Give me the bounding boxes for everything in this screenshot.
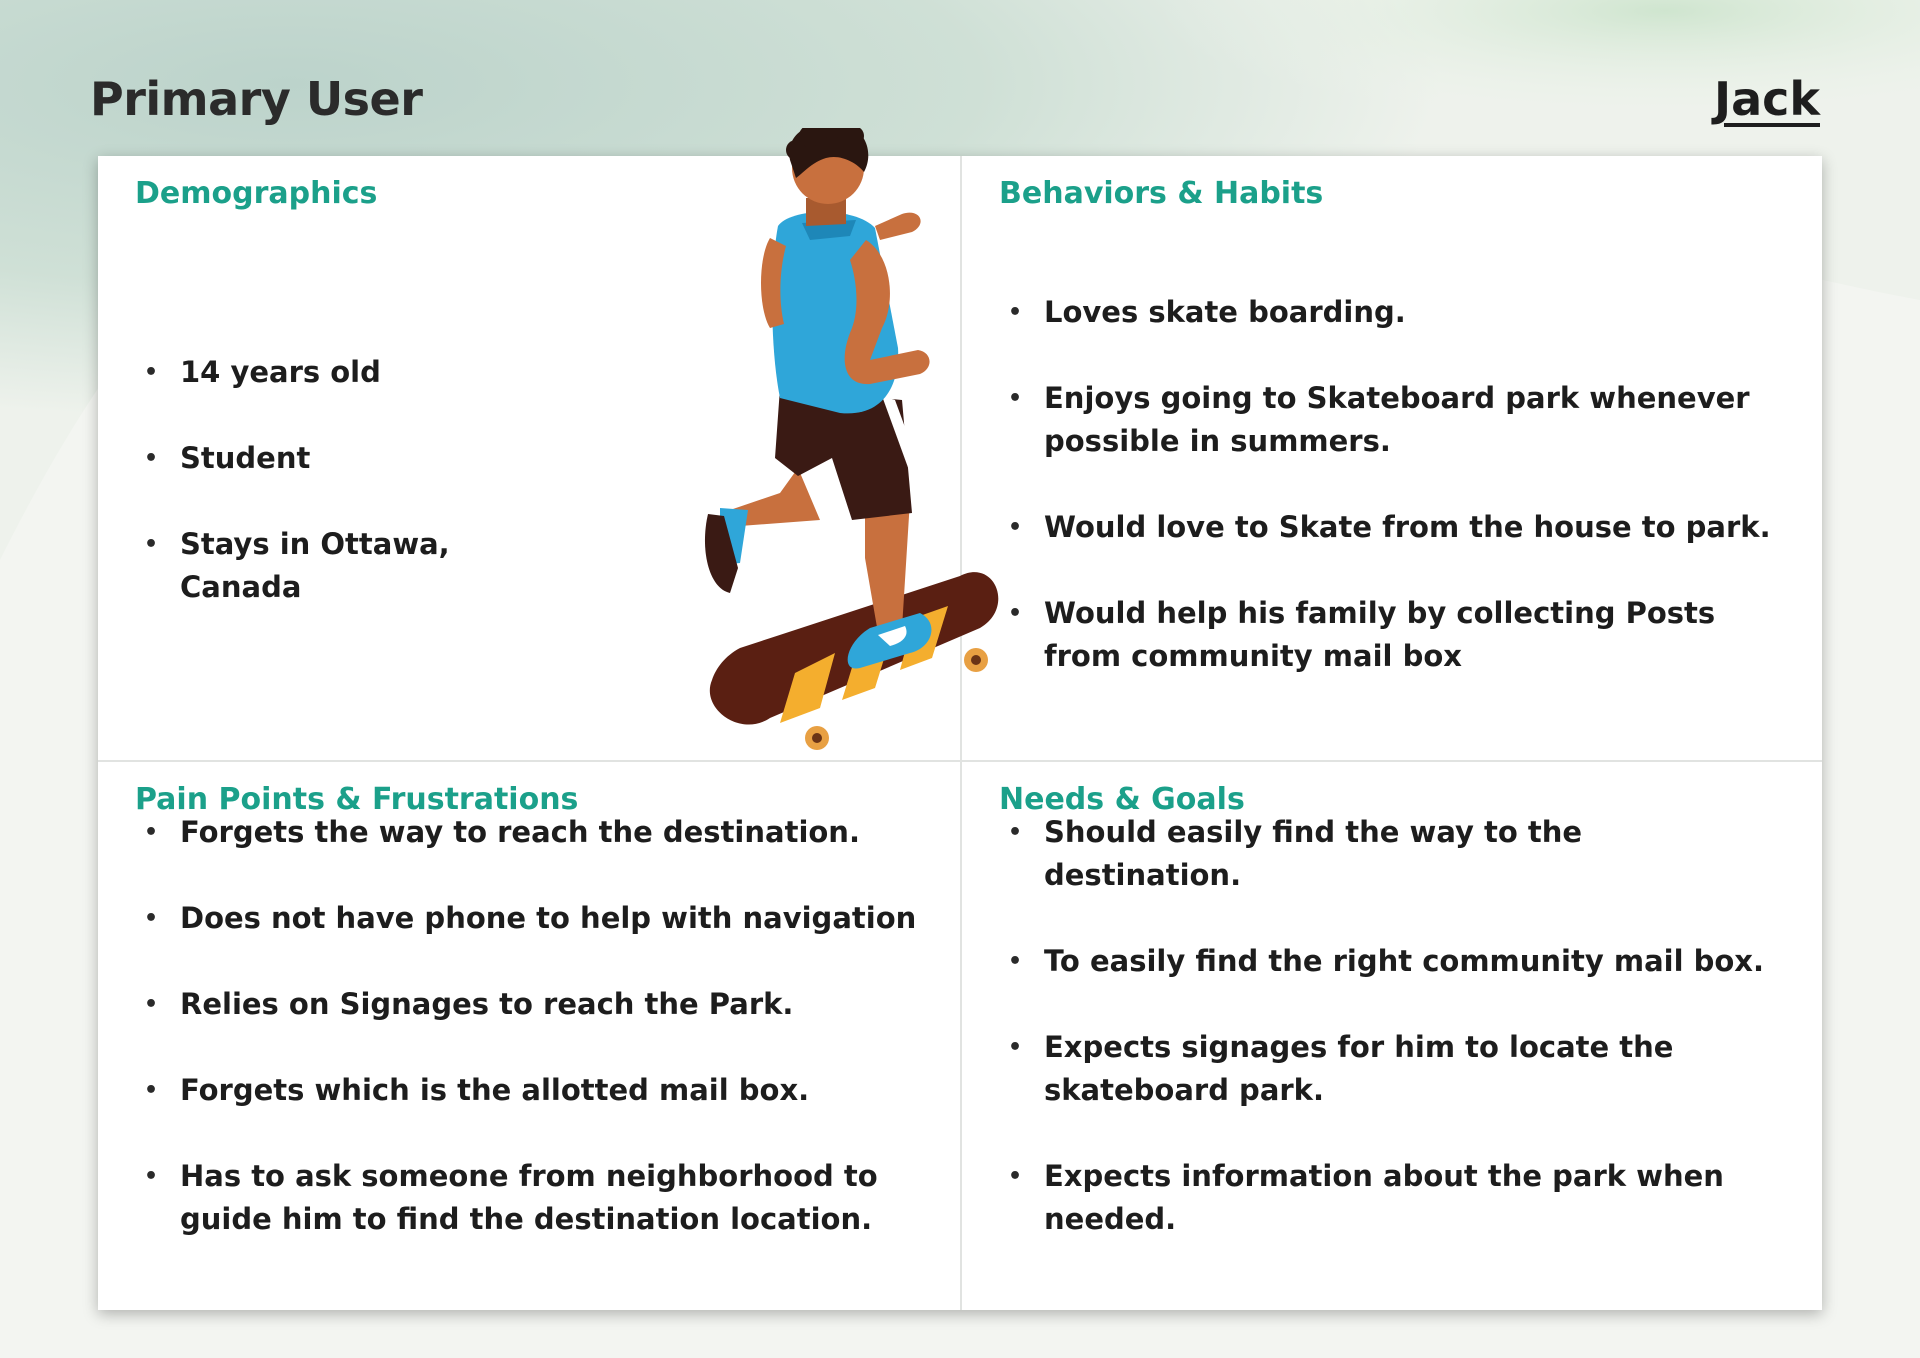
list-item: • Loves skate boarding. [1008,291,1788,334]
demographics-list [144,351,504,652]
list-item: • Would help his family by collecting Posts from community mail box [1008,592,1788,678]
bullet-icon: • [144,992,159,1017]
bullet-icon: • [144,532,159,557]
bullet-icon: • [144,906,159,931]
pain-points-heading: Pain Points & Frustrations [135,782,579,817]
bullet-icon: • [1008,1164,1023,1189]
list-item: • Has to ask someone from neighborhood to guide him to find the destination location. [144,1155,944,1241]
bullet-icon: • [1008,515,1023,540]
list-item: • Relies on Signages to reach the Park. [144,983,944,1026]
list-item: • Enjoys going to Skateboard park whenever possible in summers. [1008,377,1788,463]
bullet-icon: • [1008,386,1023,411]
bullet-icon: • [144,446,159,471]
page-title: Primary User [90,72,423,126]
list-item: • Forgets which is the allotted mail box. [144,1069,944,1112]
list-item: • Does not have phone to help with navigation [144,897,944,940]
demographics-heading: Demographics [135,176,378,211]
bullet-icon: • [1008,300,1023,325]
list-item: • To easily find the right community mail box. [1008,940,1788,983]
bullet-icon: • [1008,601,1023,626]
bullet-icon: • [1008,1035,1023,1060]
skateboarder-illustration [620,128,1000,768]
list-item: • Expects signages for him to locate the skateboard park. [1008,1026,1788,1112]
bullet-icon: • [144,1078,159,1103]
needs-goals-heading: Needs & Goals [999,782,1245,817]
behaviors-section [962,156,1822,760]
pain-points-list [144,811,944,1284]
list-item: • Stays in Ottawa, Canada [144,523,504,609]
list-item: • Student [144,437,504,480]
list-item: • 14 years old [144,351,504,394]
needs-goals-list [1008,811,1788,1284]
list-item: • Forgets the way to reach the destination. [144,811,944,854]
persona-name: Jack [1713,72,1820,126]
needs-goals-section [962,762,1822,1310]
behaviors-list [1008,291,1788,721]
list-item: • Would love to Skate from the house to park. [1008,506,1788,549]
pain-points-section [98,762,960,1310]
behaviors-heading: Behaviors & Habits [999,176,1324,211]
list-item: • Expects information about the park when needed. [1008,1155,1788,1241]
bullet-icon: • [144,360,159,385]
bullet-icon: • [1008,949,1023,974]
bullet-icon: • [144,820,159,845]
bullet-icon: • [1008,820,1023,845]
list-item: • Should easily find the way to the destination. [1008,811,1788,897]
bullet-icon: • [144,1164,159,1189]
